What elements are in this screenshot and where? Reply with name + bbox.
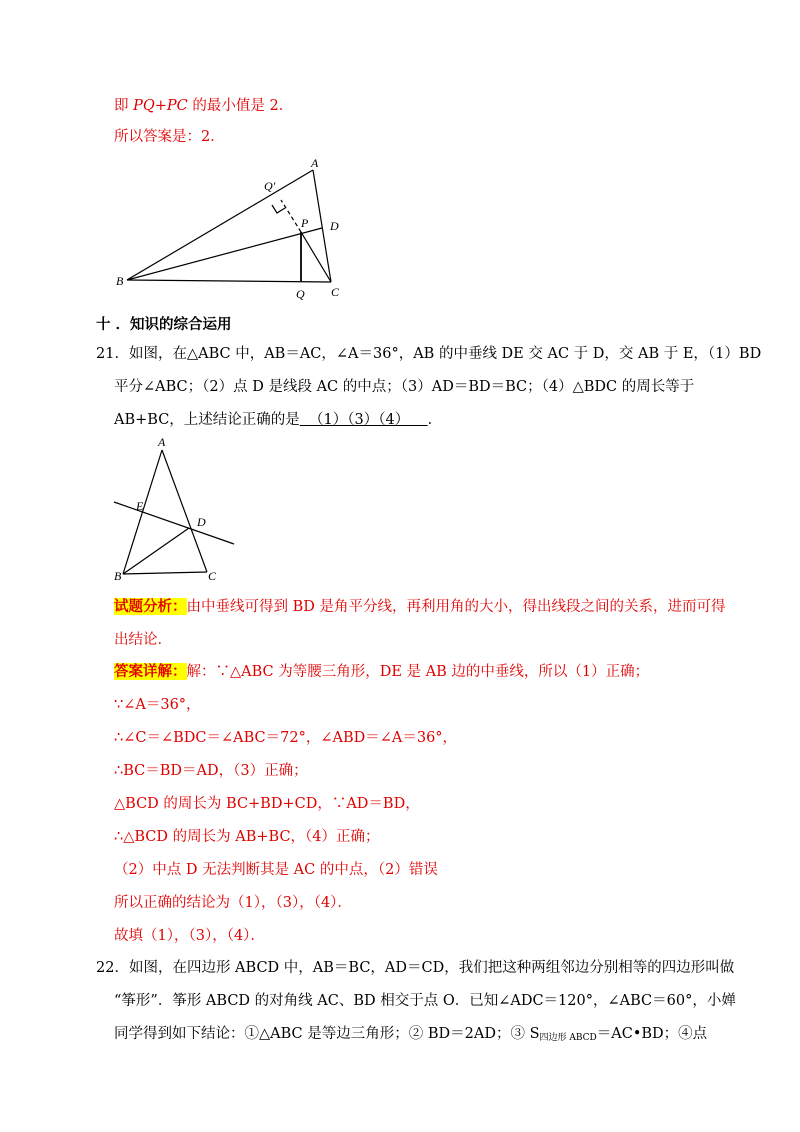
answer-line-5: △BCD 的周长为 BC+BD+CD，∵AD＝BD， bbox=[114, 796, 420, 812]
label-E: E bbox=[136, 499, 144, 513]
answer-line-3: ∴∠C＝∠BDC＝∠ABC＝72°，∠ABD＝∠A＝36°， bbox=[114, 730, 458, 746]
q22-line-3 bbox=[114, 1024, 707, 1048]
subscript: 四边形 ABCD bbox=[539, 1033, 597, 1043]
section-heading: 十 ．知识的综合运用 bbox=[96, 317, 232, 333]
perpendicular-bisector-DE bbox=[114, 502, 234, 544]
label-C: C bbox=[331, 285, 340, 299]
answer-line-result: 所以答案是：2． bbox=[114, 129, 225, 145]
segment-AC bbox=[162, 450, 207, 572]
label-Q-prime: Q′ bbox=[264, 179, 276, 193]
answer-line-4: ∴BC＝BD＝AD，（3）正确； bbox=[114, 763, 308, 779]
fill-blank-answer: （1）（3）（4） bbox=[299, 412, 428, 428]
expression: PQ+PC bbox=[133, 98, 188, 114]
label-D: D bbox=[197, 515, 206, 529]
answer-line-6: ∴△BCD 的周长为 AB+BC，（4）正确； bbox=[114, 829, 380, 845]
q22-line-2: “筝形”．筝形 ABCD 的对角线 AC、BD 相交于点 O．已知∠ADC＝120°，∠ABC＝60°，小婵 bbox=[114, 993, 736, 1009]
segment-BC bbox=[123, 572, 207, 574]
answer-line-1 bbox=[114, 662, 649, 682]
text: 解：∵△ABC 为等腰三角形，DE 是 AB 边的中垂线，所以（1）正确； bbox=[186, 664, 650, 680]
text: AB+BC，上述结论正确的是 bbox=[114, 412, 300, 428]
label-D: D bbox=[330, 219, 339, 233]
text: 即 bbox=[114, 98, 134, 114]
text: ＝AC•BD；④点 bbox=[596, 1026, 708, 1042]
label-A: A bbox=[158, 435, 166, 449]
analysis-tag: 试题分析： bbox=[114, 598, 187, 615]
analysis-line-2: 出结论． bbox=[114, 632, 172, 648]
answer-line-9: 故填（1），（3），（4）． bbox=[114, 928, 265, 944]
answer-tag: 答案详解： bbox=[114, 663, 187, 680]
label-B: B bbox=[116, 274, 124, 288]
label-C: C bbox=[208, 569, 217, 583]
text: 的最小值是 2． bbox=[187, 98, 294, 114]
text: ． bbox=[427, 412, 443, 428]
q21-line-1: 21．如图，在△ABC 中，AB＝AC，∠A＝36°，AB 的中垂线 DE 交 AC 于 D，交 AB 于 E，（1）BD bbox=[96, 346, 762, 362]
segment-BD bbox=[123, 528, 189, 574]
label-Q: Q bbox=[296, 287, 305, 301]
label-P: P bbox=[301, 216, 309, 230]
label-B: B bbox=[114, 569, 122, 583]
answer-line-2: ∵∠A＝36°， bbox=[114, 697, 201, 713]
text: 同学得到如下结论：①△ABC 是等边三角形；② BD＝2AD；③ S bbox=[114, 1026, 540, 1042]
label-A: A bbox=[311, 156, 319, 170]
q21-line-2: 平分∠ABC；（2）点 D 是线段 AC 的中点；（3）AD＝BD＝BC；（4）△BDC 的周长等于 bbox=[114, 379, 695, 395]
analysis-line-1 bbox=[114, 597, 726, 617]
answer-line-8: 所以正确的结论为（1），（3），（4）． bbox=[114, 895, 352, 911]
text: 由中垂线可得到 BD 是角平分线，再利用角的大小，得出线段之间的关系，进而可得 bbox=[186, 599, 726, 615]
answer-line-7: （2）中点 D 无法判断其是 AC 的中点，（2）错误 bbox=[114, 862, 438, 878]
q22-line-1: 22．如图，在四边形 ABCD 中，AB＝BC，AD＝CD，我们把这种两组邻边分别相等的四边形叫做 bbox=[96, 960, 735, 976]
